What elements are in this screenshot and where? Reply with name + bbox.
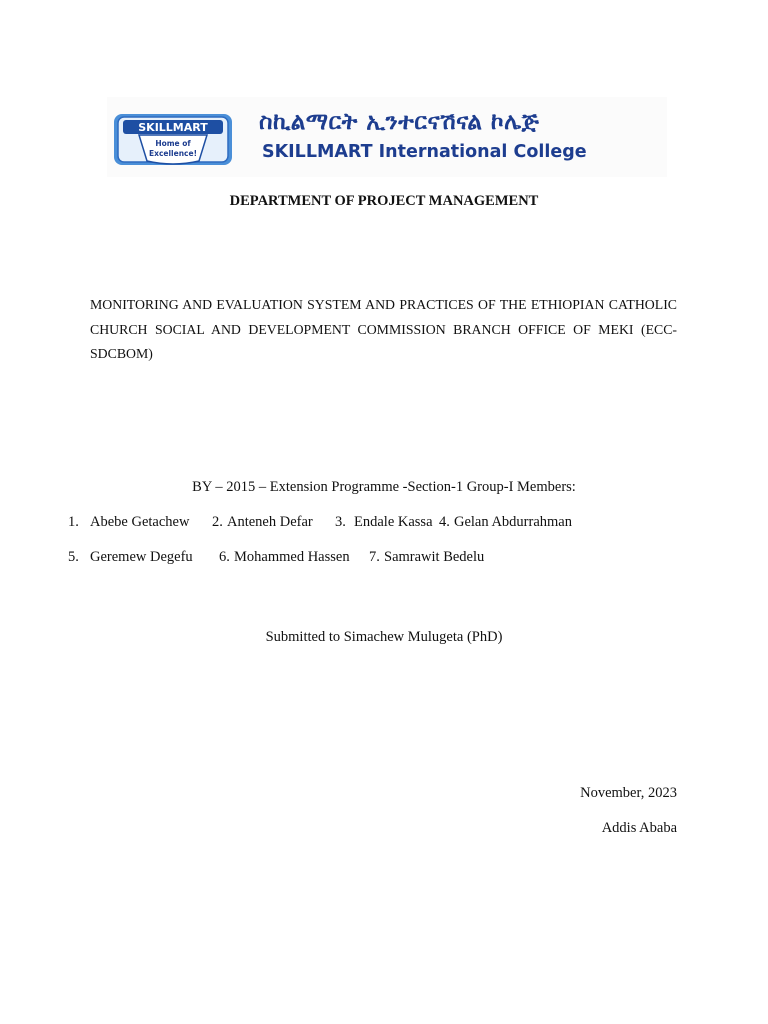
college-name-amharic: ስኪልማርት ኢንተርናሽናል ኮሌጅ xyxy=(259,109,540,135)
logo-tagline-line2: Excellence! xyxy=(148,149,198,158)
college-header-banner xyxy=(107,97,667,177)
college-name-english: SKILLMART International College xyxy=(262,142,587,162)
member-name: Gelan Abdurrahman xyxy=(454,514,572,530)
department-heading: DEPARTMENT OF PROJECT MANAGEMENT xyxy=(229,193,539,209)
group-line: BY – 2015 – Extension Programme -Section-1 Group-I Members: xyxy=(192,479,576,495)
member-number: 3. xyxy=(335,514,346,530)
member-name: Abebe Getachew xyxy=(90,514,190,530)
member-name: Endale Kassa xyxy=(354,514,433,530)
member-number: 7. xyxy=(369,549,380,565)
member-number: 1. xyxy=(68,514,79,530)
member-name: Anteneh Defar xyxy=(227,514,313,530)
member-number: 5. xyxy=(68,549,79,565)
submission-place: Addis Ababa xyxy=(601,820,677,836)
member-number: 4. xyxy=(439,514,450,530)
member-name: Samrawit Bedelu xyxy=(384,549,485,565)
member-number: 2. xyxy=(212,514,223,530)
member-number: 6. xyxy=(219,549,230,565)
logo-badge-icon xyxy=(113,111,233,167)
submission-date: November, 2023 xyxy=(580,785,677,801)
logo-brand-text: SKILLMART xyxy=(138,121,208,134)
submitted-to: Submitted to Simachew Mulugeta (PhD) xyxy=(265,629,503,645)
member-name: Mohammed Hassen xyxy=(234,549,350,565)
logo-tagline-line1: Home of xyxy=(155,139,191,148)
college-logo xyxy=(113,111,233,165)
thesis-title: MONITORING AND EVALUATION SYSTEM AND PRACTICES OF THE ETHIOPIAN CATHOLIC CHURCH SOCIAL AND DEVELOPMENT COMMISSION BRANCH OFFICE OF MEKI (ECC-SDCBOM) xyxy=(90,297,677,361)
member-name: Geremew Degefu xyxy=(90,549,193,565)
